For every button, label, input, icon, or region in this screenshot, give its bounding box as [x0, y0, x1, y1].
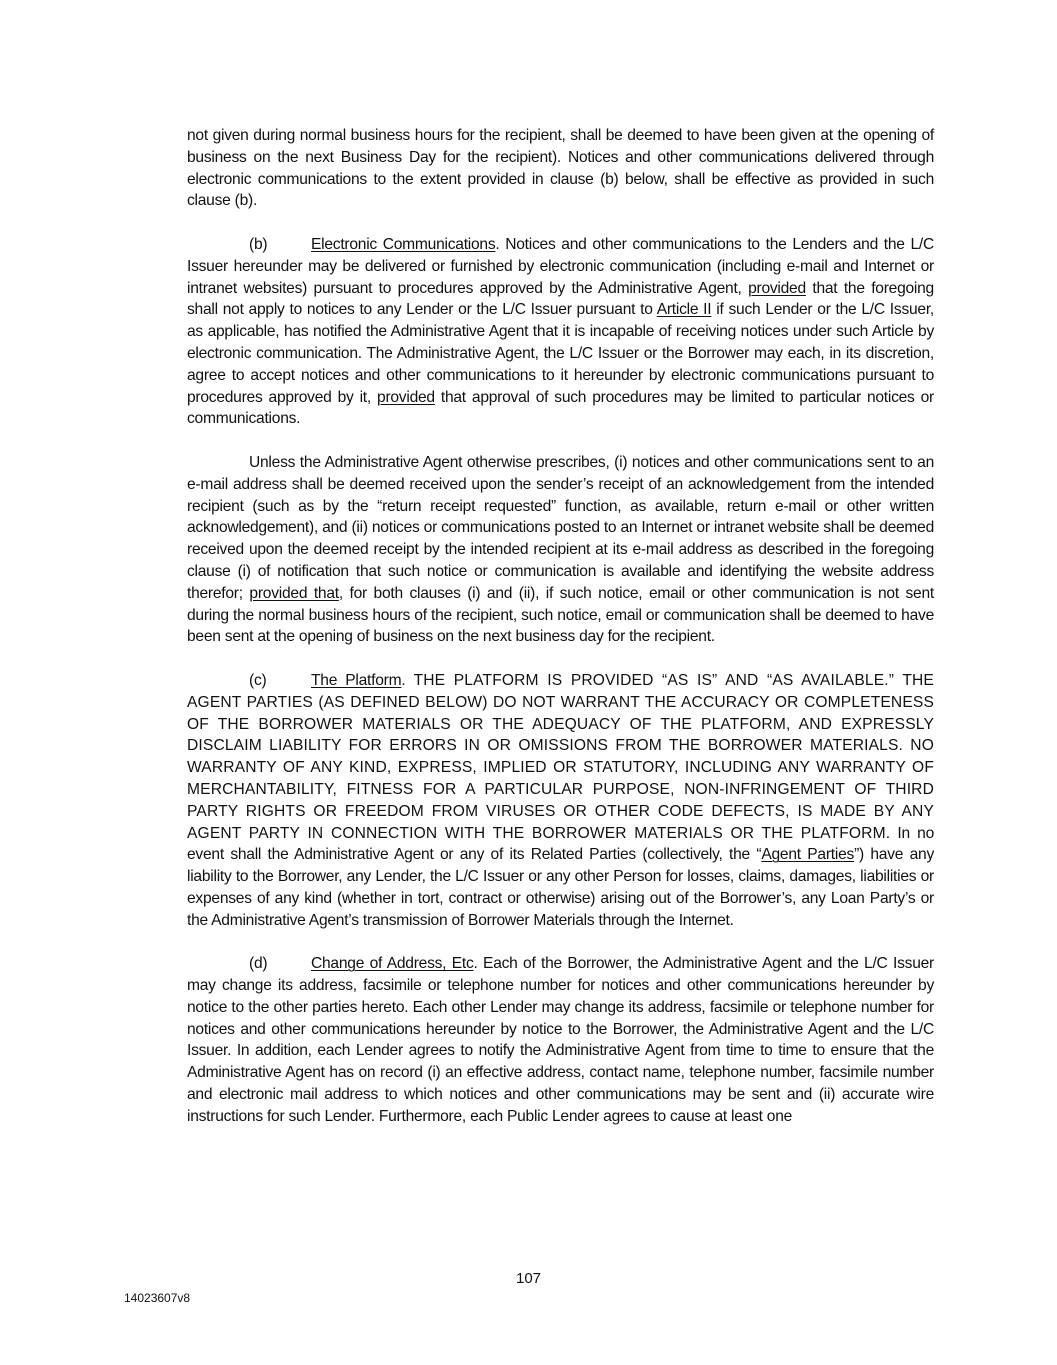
section-d-change-of-address: (d) Change of Address, Etc. Each of the Borrower, the Administrative Agent and the L/C Issuer may change its address, facsimile or telephone number for notices and other communications hereunder by notice to the other parties hereto. Each other Lender may change its address, facsimile or telephone number for notices and other communications hereunder by notice to the Borrower, the Administrative Agent and the L/C Issuer. In addition, each Lender agrees to notify the Administrative Agent from time to time to ensure that the Administrative Agent has on record (i) an effective address, contact name, telephone number, facsimile number and electronic mail address to which notices and other communications may be sent and (ii) accurate wire instructions for such Lender. Furthermore, each Public Lender agrees to cause at least one [187, 955, 934, 1125]
document-body [187, 125, 934, 1128]
section-b-label: (b) [249, 235, 268, 253]
paragraph-unless: Unless the Administrative Agent otherwise prescribes, (i) notices and other communications sent to an e-mail address shall be deemed received upon the sender’s receipt of an acknowledgement from the intended recipient (such as by the “return receipt requested” function, as available, return e-mail or other written acknowledgement), and (ii) notices or communications posted to an Internet or intranet website shall be deemed received upon the deemed receipt by the intended recipient at its e-mail address as described in the foregoing clause (i) of notification that such notice or communication is available and identifying the website address therefor; provided that, for both clauses (i) and (ii), if such notice, email or other communication is not sent during the normal business hours of the recipient, such notice, email or communication shall be deemed to have been sent at the opening of business on the next business day for the recipient. [187, 453, 934, 646]
provided-term: provided [748, 279, 806, 297]
paragraph-continuation: not given during normal business hours for the recipient, shall be deemed to have been given at the opening of business on the next Business Day for the recipient). Notices and other communications delivered through electronic communications to the extent provided in clause (b) below, shall be effective as provided in such clause (b). [187, 127, 934, 210]
agent-parties-term: Agent Parties [761, 846, 855, 864]
provided-term: provided [377, 388, 435, 406]
section-c-label: (c) [249, 671, 267, 689]
platform-disclaimer: THE PLATFORM IS PROVIDED “AS IS” AND “AS AVAILABLE.” THE AGENT PARTIES (AS DEFINED BELOW) DO NOT WARRANT THE ACCURACY OR COMPLETENESS OF THE BORROWER MATERIALS OR THE ADEQUACY OF THE PLATFORM, AND EXPRESSLY DISCLAIM LIABILITY FOR ERRORS IN OR OMISSIONS FROM THE BORROWER MATERIALS. NO WARRANTY OF ANY KIND, EXPRESS, IMPLIED OR STATUTORY, INCLUDING ANY WARRANTY OF MERCHANTABILITY, FITNESS FOR A PARTICULAR PURPOSE, NON-INFRINGEMENT OF THIRD PARTY RIGHTS OR FREEDOM FROM VIRUSES OR OTHER CODE DEFECTS, IS MADE BY ANY AGENT PARTY IN CONNECTION WITH THE BORROWER MATERIALS OR THE PLATFORM. [187, 671, 934, 842]
section-d-label: (d) [249, 955, 268, 973]
section-b-heading: Electronic Communications [311, 235, 496, 253]
section-c-the-platform: (c) The Platform. THE PLATFORM IS PROVIDED “AS IS” AND “AS AVAILABLE.” THE AGENT PARTIES (AS DEFINED BELOW) DO NOT WARRANT THE ACCURACY OR COMPLETENESS OF THE BORROWER MATERIALS OR THE ADEQUACY OF THE PLATFORM, AND EXPRESSLY DISCLAIM LIABILITY FOR ERRORS IN OR OMISSIONS FROM THE BORROWER MATERIALS. NO WARRANTY OF ANY KIND, EXPRESS, IMPLIED OR STATUTORY, INCLUDING ANY WARRANTY OF MERCHANTABILITY, FITNESS FOR A PARTICULAR PURPOSE, NON-INFRINGEMENT OF THIRD PARTY RIGHTS OR FREEDOM FROM VIRUSES OR OTHER CODE DEFECTS, IS MADE BY ANY AGENT PARTY IN CONNECTION WITH THE BORROWER MATERIALS OR THE PLATFORM. In no event shall the Administrative Agent or any of its Related Parties (collectively, the “Agent Parties”) have any liability to the Borrower, any Lender, the L/C Issuer or any other Person for losses, claims, damages, liabilities or expenses of any kind (whether in tort, contract or otherwise) arising out of the Borrower’s, any Loan Party’s or the Administrative Agent’s transmission of Borrower Materials through the Internet. [187, 671, 935, 929]
section-c-heading: The Platform [311, 671, 402, 689]
article-ii-reference: Article II [656, 301, 712, 319]
section-d-heading: Change of Address, Etc [311, 955, 474, 973]
section-b-electronic-communications: (b) Electronic Communications. Notices and other communications to the Lenders and the L/C Issuer hereunder may be delivered or furnished by electronic communication (including e-mail and Internet or intranet websites) pursuant to procedures approved by the Administrative Agent, provided that the foregoing shall not apply to notices to any Lender or the L/C Issuer pursuant to Article II if such Lender or the L/C Issuer, as applicable, has notified the Administrative Agent that it is incapable of receiving notices under such Article by electronic communication. The Administrative Agent, the L/C Issuer or the Borrower may each, in its discretion, agree to accept notices and other communications to it hereunder by electronic communications pursuant to procedures approved by it, provided that approval of such procedures may be limited to particular notices or communications. [187, 235, 935, 428]
document-id: 14023607v8 [124, 1291, 191, 1305]
provided-that-term: provided that [249, 584, 339, 602]
page-number: 107 [515, 1270, 542, 1287]
